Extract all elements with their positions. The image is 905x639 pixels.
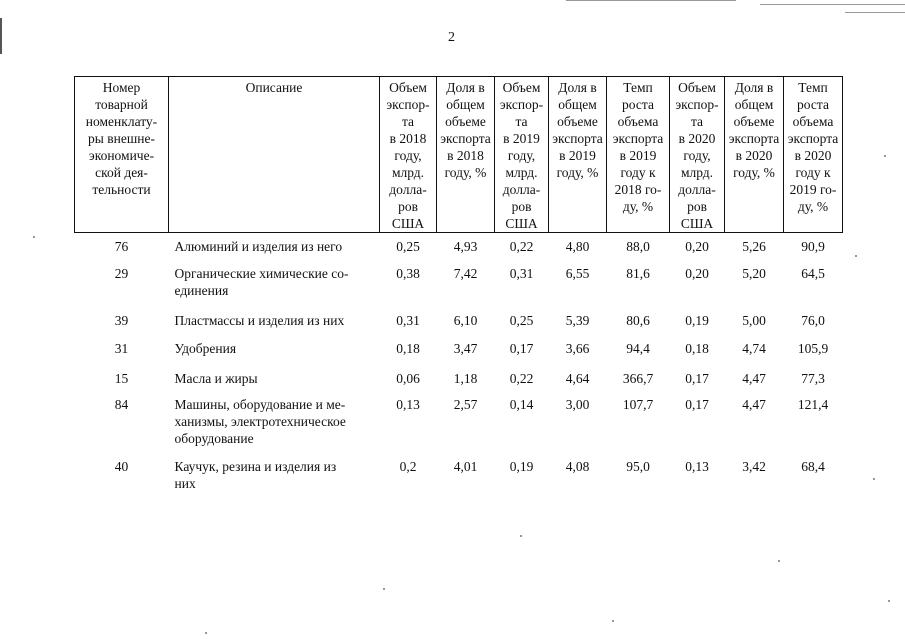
cell-code: 29: [114, 265, 129, 281]
cell-value: 0,06: [396, 370, 420, 386]
cell-value: 0,2: [399, 458, 417, 474]
scan-dot: [884, 155, 886, 157]
cell-description: Алюминий и изделия из него: [174, 239, 343, 254]
scan-top-line: [760, 4, 905, 5]
scan-dot: [383, 588, 385, 590]
scan-dot: [520, 535, 522, 537]
cell-value: 6,55: [565, 265, 590, 281]
cell-value: 3,47: [453, 340, 478, 356]
cell-value: 0,17: [509, 340, 534, 356]
cell-description: Органические химические со- единения: [174, 265, 349, 298]
cell-description: Масла и жиры: [174, 370, 258, 386]
scan-dot: [778, 560, 780, 562]
scan-dot: [888, 600, 890, 602]
cell-value: 0,31: [509, 265, 534, 281]
cell-value: 0,25: [396, 239, 420, 254]
table-row: [75, 312, 843, 340]
cell-value: 0,20: [685, 239, 709, 254]
table-row: [75, 265, 843, 312]
column-header: Объем экспор- та в 2018 году, млрд. долла- ров США: [380, 77, 437, 233]
cell-code: 31: [114, 340, 129, 356]
table-row: [75, 396, 843, 458]
cell-value: 95,0: [626, 458, 650, 474]
cell-description: Каучук, резина и изделия из них: [174, 458, 337, 491]
scan-dot: [205, 632, 207, 634]
column-header: Темп роста объема экспорта в 2020 году к 2019 го- ду, %: [784, 77, 843, 233]
column-header: Доля в общем объеме экспорта в 2018 году, %: [437, 77, 495, 233]
cell-value: 0,31: [396, 312, 420, 328]
table-row: [75, 458, 843, 498]
column-header: Доля в общем объеме экспорта в 2020 году, %: [725, 77, 784, 233]
cell-value: 107,7: [622, 396, 654, 412]
cell-value: 2,57: [453, 396, 478, 412]
cell-code: 40: [114, 458, 129, 474]
cell-code: 39: [114, 312, 129, 328]
cell-value: 64,5: [801, 265, 825, 281]
cell-value: 0,17: [685, 370, 709, 386]
cell-value: 3,66: [565, 340, 590, 356]
scan-dot: [855, 255, 857, 257]
table-header-row: [75, 77, 843, 233]
cell-value: 76,0: [801, 312, 825, 328]
cell-value: 0,14: [509, 396, 534, 412]
cell-value: 80,6: [626, 312, 650, 328]
cell-description: Машины, оборудование и ме- ханизмы, электротехническое оборудование: [174, 396, 346, 446]
cell-value: 4,08: [565, 458, 590, 474]
column-header: Номер товарной номенклату- ры внешне- экономиче- ской дея- тельности: [75, 77, 169, 233]
cell-value: 81,6: [626, 265, 650, 281]
cell-value: 77,3: [801, 370, 825, 386]
cell-value: 0,19: [685, 312, 709, 328]
cell-value: 0,18: [396, 340, 420, 356]
cell-value: 5,39: [565, 312, 590, 328]
cell-value: 68,4: [801, 458, 825, 474]
page-number: 2: [448, 30, 455, 45]
cell-value: 4,80: [565, 239, 590, 254]
cell-value: 0,17: [685, 396, 709, 412]
cell-value: 0,20: [685, 265, 709, 281]
column-header: Доля в общем объеме экспорта в 2019 году, %: [549, 77, 607, 233]
cell-value: 4,47: [742, 396, 766, 412]
cell-description: Пластмассы и изделия из них: [174, 312, 345, 328]
cell-value: 0,22: [509, 239, 534, 254]
cell-value: 6,10: [453, 312, 478, 328]
scan-edge-line: [0, 18, 2, 54]
cell-value: 0,13: [396, 396, 420, 412]
column-header: Объем экспор- та в 2019 году, млрд. долла- ров США: [495, 77, 549, 233]
cell-value: 5,00: [742, 312, 766, 328]
cell-value: 94,4: [626, 340, 650, 356]
scan-dot: [873, 478, 875, 480]
column-header: Описание: [169, 77, 380, 233]
cell-code: 84: [114, 396, 129, 412]
scan-top-line: [566, 0, 736, 1]
cell-code: 15: [114, 370, 129, 386]
column-header: Темп роста объема экспорта в 2019 году к 2018 го- ду, %: [607, 77, 670, 233]
cell-value: 3,00: [565, 396, 590, 412]
cell-value: 88,0: [626, 239, 650, 254]
cell-value: 1,18: [453, 370, 478, 386]
export-table: [74, 76, 843, 498]
cell-code: 76: [114, 239, 129, 254]
cell-value: 366,7: [622, 370, 654, 386]
cell-value: 0,13: [685, 458, 709, 474]
scan-dot: [33, 236, 35, 238]
cell-value: 0,38: [396, 265, 420, 281]
cell-value: 105,9: [797, 340, 829, 356]
scan-top-line: [845, 12, 905, 13]
cell-value: 4,47: [742, 370, 766, 386]
cell-value: 0,19: [509, 458, 534, 474]
cell-value: 4,74: [742, 340, 766, 356]
table-row: [75, 370, 843, 396]
cell-value: 0,18: [685, 340, 709, 356]
cell-value: 0,22: [509, 370, 534, 386]
cell-value: 5,20: [742, 265, 766, 281]
cell-value: 4,64: [565, 370, 590, 386]
cell-value: 4,93: [453, 239, 478, 254]
scan-dot: [612, 620, 614, 622]
cell-value: 0,25: [509, 312, 534, 328]
cell-value: 90,9: [801, 239, 825, 254]
cell-value: 121,4: [797, 396, 829, 412]
table-row: [75, 233, 843, 265]
cell-value: 5,26: [742, 239, 766, 254]
cell-value: 4,01: [453, 458, 478, 474]
column-header: Объем экспор- та в 2020 году, млрд. долла- ров США: [670, 77, 725, 233]
table-row: [75, 340, 843, 370]
cell-value: 3,42: [742, 458, 766, 474]
cell-description: Удобрения: [174, 340, 237, 356]
cell-value: 7,42: [453, 265, 478, 281]
